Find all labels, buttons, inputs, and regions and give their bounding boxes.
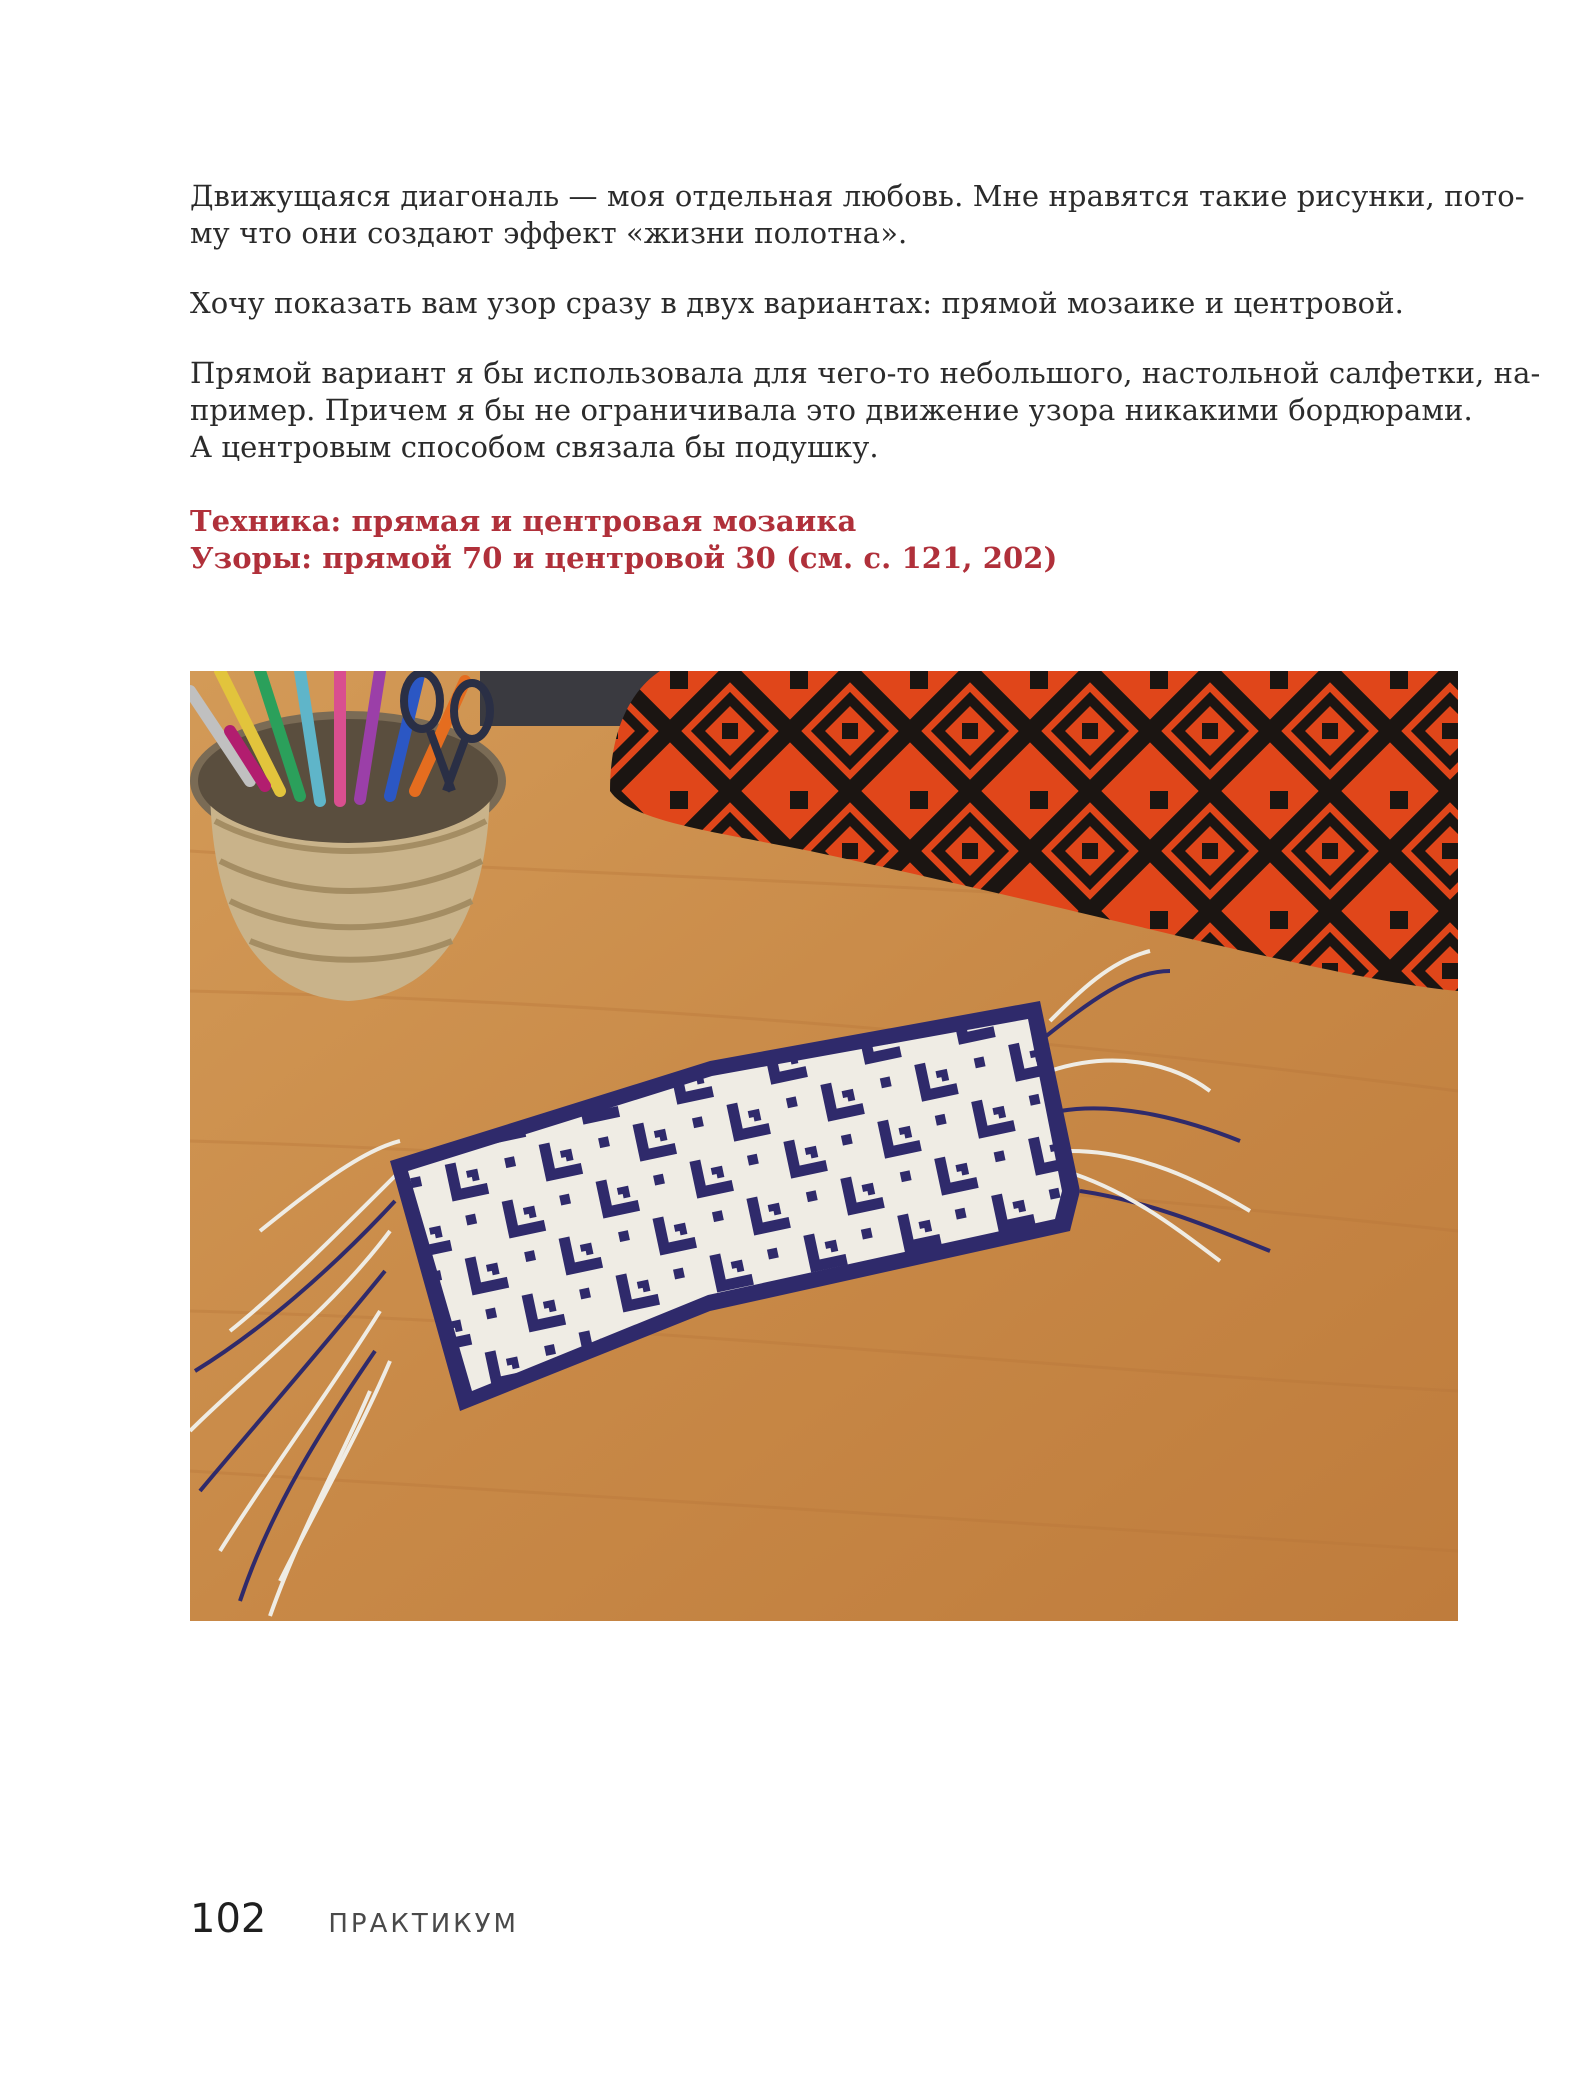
text-line: Хочу показать вам узор сразу в двух вариантах: прямой мозаике и центровой. (190, 286, 1404, 320)
product-photo (190, 671, 1458, 1621)
page-number: 102 (190, 1896, 267, 1942)
patterns-label: Узоры: прямой 70 и центровой 30 (см. с. 121, 202) (190, 541, 1058, 575)
paragraph-usage (190, 355, 1541, 466)
text-line: му что они создают эффект «жизни полотна». (190, 216, 908, 250)
technique-label: Техника: прямая и центровая мозаика (190, 504, 857, 538)
text-line: А центровым способом связала бы подушку. (190, 430, 879, 464)
technique-details (190, 503, 1450, 577)
paragraph-variants (190, 285, 1450, 322)
section-title: ПРАКТИКУМ (328, 1909, 519, 1939)
text-line: Прямой вариант я бы использовала для чего-то небольшого, настольной салфетки, на- (190, 356, 1541, 390)
article-body (190, 178, 1541, 577)
text-line: Движущаяся диагональ — моя отдельная любовь. Мне нравятся такие рисунки, пото- (190, 179, 1525, 213)
text-line: пример. Причем я бы не ограничивала это движение узора никакими бордюрами. (190, 393, 1473, 427)
paragraph-intro (190, 178, 1525, 252)
page-footer (190, 1896, 519, 1942)
